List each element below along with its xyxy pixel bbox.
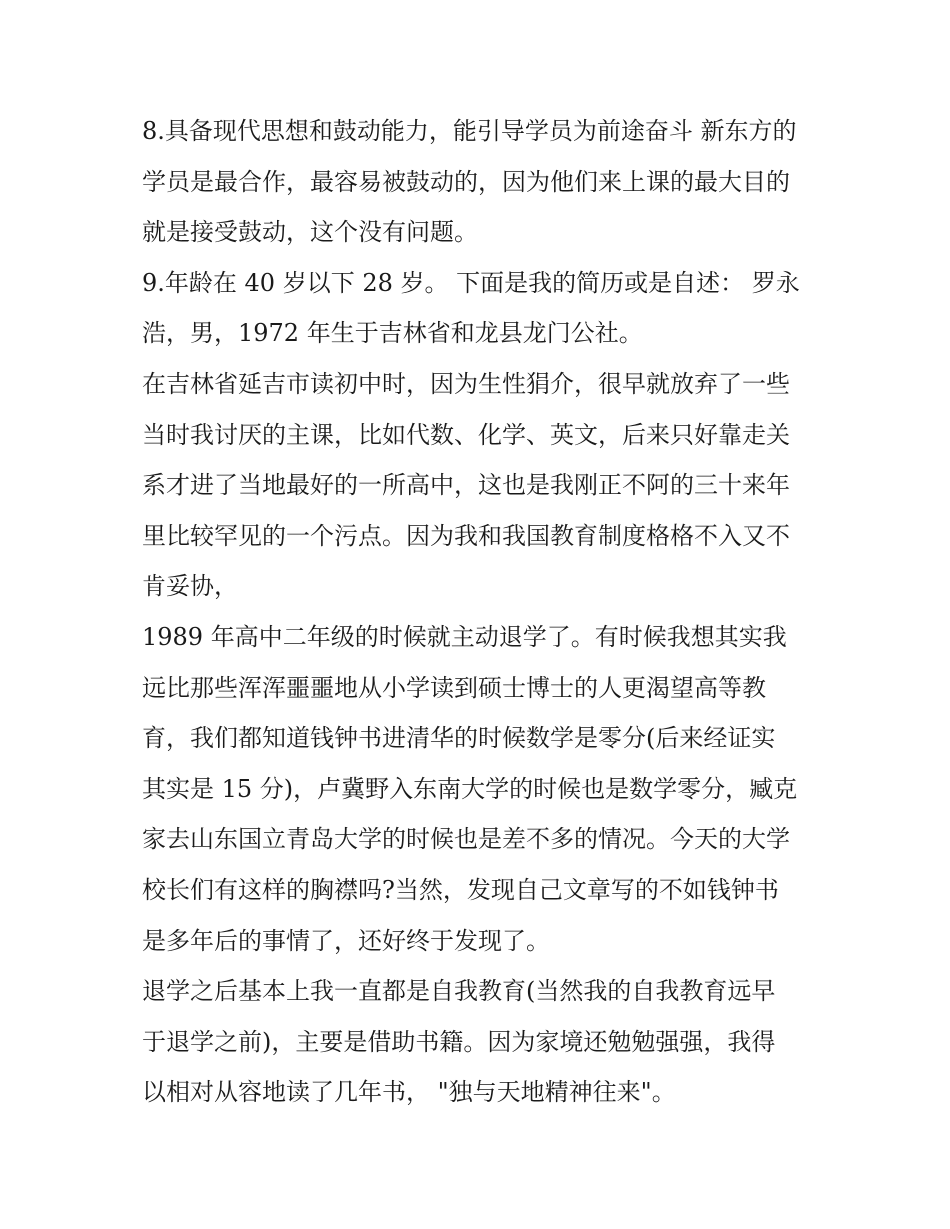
text-line: 在吉林省延吉市读初中时，因为生性狷介，很早就放弃了一些 — [142, 369, 790, 398]
text-line: 远比那些浑浑噩噩地从小学读到硕士博士的人更渴望高等教 — [142, 673, 766, 702]
text-line: 是多年后的事情了，还好终于发现了。 — [142, 926, 550, 955]
text-line: 肯妥协， — [142, 572, 238, 601]
text-line: 退学之后基本上我一直都是自我教育(当然我的自我教育远早 — [142, 977, 776, 1006]
text-line: 其实是 15 分)，卢冀野入东南大学的时候也是数学零分，臧克 — [142, 774, 798, 803]
text-line: 1989 年高中二年级的时候就主动退学了。有时候我想其实我 — [142, 622, 787, 651]
text-line: 就是接受鼓动，这个没有问题。 — [142, 218, 478, 247]
text-line: 家去山东国立青岛大学的时候也是差不多的情况。今天的大学 — [142, 825, 790, 854]
text-line: 于退学之前)，主要是借助书籍。因为家境还勉勉强强，我得 — [142, 1027, 776, 1056]
text-line: 以相对从容地读了几年书， "独与天地精神往来"。 — [142, 1078, 676, 1107]
text-line: 里比较罕见的一个污点。因为我和我国教育制度格格不入又不 — [142, 521, 790, 550]
text-line: 校长们有这样的胸襟吗?当然，发现自己文章写的不如钱钟书 — [142, 875, 779, 904]
text-line: 当时我讨厌的主课，比如代数、化学、英文，后来只好靠走关 — [142, 420, 790, 449]
text-line: 8.具备现代思想和鼓动能力，能引导学员为前途奋斗 新东方的 — [142, 117, 797, 145]
text-line: 系才进了当地最好的一所高中，这也是我刚正不阿的三十来年 — [142, 471, 790, 500]
text-line: 浩，男，1972 年生于吉林省和龙县龙门公社。 — [142, 319, 643, 348]
text-line: 育，我们都知道钱钟书进清华的时候数学是零分(后来经证实 — [142, 724, 776, 753]
document-body — [142, 106, 832, 1118]
text-line: 学员是最合作，最容易被鼓动的，因为他们来上课的最大目的 — [142, 167, 790, 196]
text-line: 9.年龄在 40 岁以下 28 岁。 下面是我的简历或是自述： 罗永 — [142, 268, 800, 297]
